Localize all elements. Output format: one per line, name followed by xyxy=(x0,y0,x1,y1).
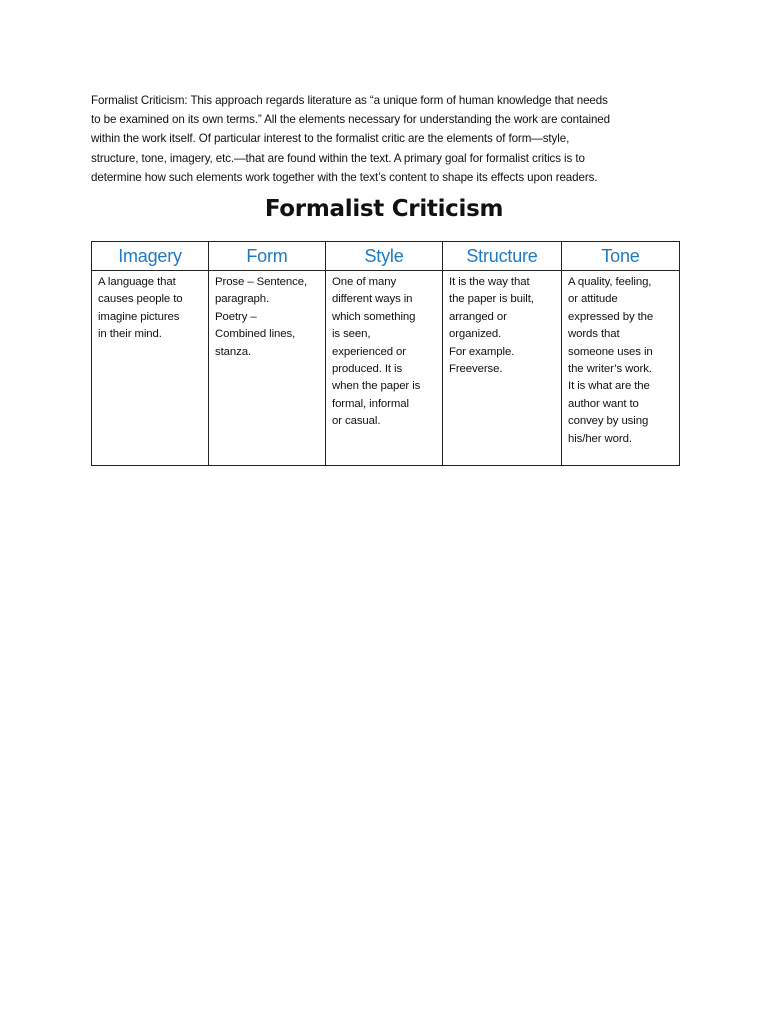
cell-line: stanza. xyxy=(215,345,252,358)
intro-line: determine how such elements work together with the text’s content to shape its effects upon readers. xyxy=(91,170,598,184)
cell-line: or attitude xyxy=(568,293,618,306)
cell-line: imagine pictures xyxy=(98,310,180,323)
cell-line: someone uses in xyxy=(568,345,653,358)
header-structure: Structure xyxy=(443,242,562,271)
criticism-table xyxy=(91,241,680,466)
cell-line: Freeverse. xyxy=(449,363,503,376)
intro-paragraph xyxy=(91,91,681,187)
cell-line: formal, informal xyxy=(332,397,409,410)
cell-form xyxy=(209,271,326,466)
intro-line: within the work itself. Of particular interest to the formalist critic are the elements of form—style, xyxy=(91,132,570,146)
cell-line: organized. xyxy=(449,328,502,341)
cell-line: Prose – Sentence, xyxy=(215,276,308,288)
cell-line: It is the way that xyxy=(449,276,530,288)
cell-line: Combined lines, xyxy=(215,328,296,341)
cell-line: is seen, xyxy=(332,328,371,341)
intro-line: Formalist Criticism: This approach regards literature as “a unique form of human knowledge that needs xyxy=(91,94,608,107)
cell-line: the paper is built, xyxy=(449,293,534,306)
cell-line: One of many xyxy=(332,276,397,288)
cell-line: when the paper is xyxy=(332,380,421,393)
intro-line: to be examined on its own terms.” All the elements necessary for understanding the work are contained xyxy=(91,113,610,127)
cell-style xyxy=(326,271,443,466)
cell-line: arranged or xyxy=(449,310,507,323)
cell-line: in their mind. xyxy=(98,328,162,341)
header-style: Style xyxy=(326,242,443,271)
cell-tone xyxy=(562,271,680,466)
cell-line: words that xyxy=(568,328,620,341)
header-form: Form xyxy=(209,242,326,271)
cell-line: paragraph. xyxy=(215,293,270,306)
intro-line: structure, tone, imagery, etc.—that are found within the text. A primary goal for formalist critics is to xyxy=(91,151,585,165)
cell-line: A language that xyxy=(98,276,176,288)
cell-line: expressed by the xyxy=(568,310,654,323)
cell-line: experienced or xyxy=(332,345,406,358)
cell-line: which something xyxy=(332,310,416,323)
header-tone: Tone xyxy=(562,242,680,271)
cell-line: the writer’s work. xyxy=(568,363,652,376)
cell-line: A quality, feeling, xyxy=(568,276,652,288)
table-header-row xyxy=(92,242,680,271)
cell-line: his/her word. xyxy=(568,432,632,445)
cell-line: It is what are the xyxy=(568,380,650,393)
cell-line: convey by using xyxy=(568,415,649,428)
cell-line: produced. It is xyxy=(332,363,403,376)
cell-line: Poetry – xyxy=(215,310,257,323)
cell-line: different ways in xyxy=(332,293,413,306)
cell-imagery xyxy=(92,271,209,466)
document-title: Formalist Criticism xyxy=(264,196,504,222)
cell-line: For example. xyxy=(449,345,515,358)
table-row xyxy=(92,271,680,466)
header-imagery: Imagery xyxy=(92,242,209,271)
cell-line: or casual. xyxy=(332,415,381,428)
cell-line: author want to xyxy=(568,397,639,410)
cell-line: causes people to xyxy=(98,293,183,306)
cell-structure xyxy=(443,271,562,466)
